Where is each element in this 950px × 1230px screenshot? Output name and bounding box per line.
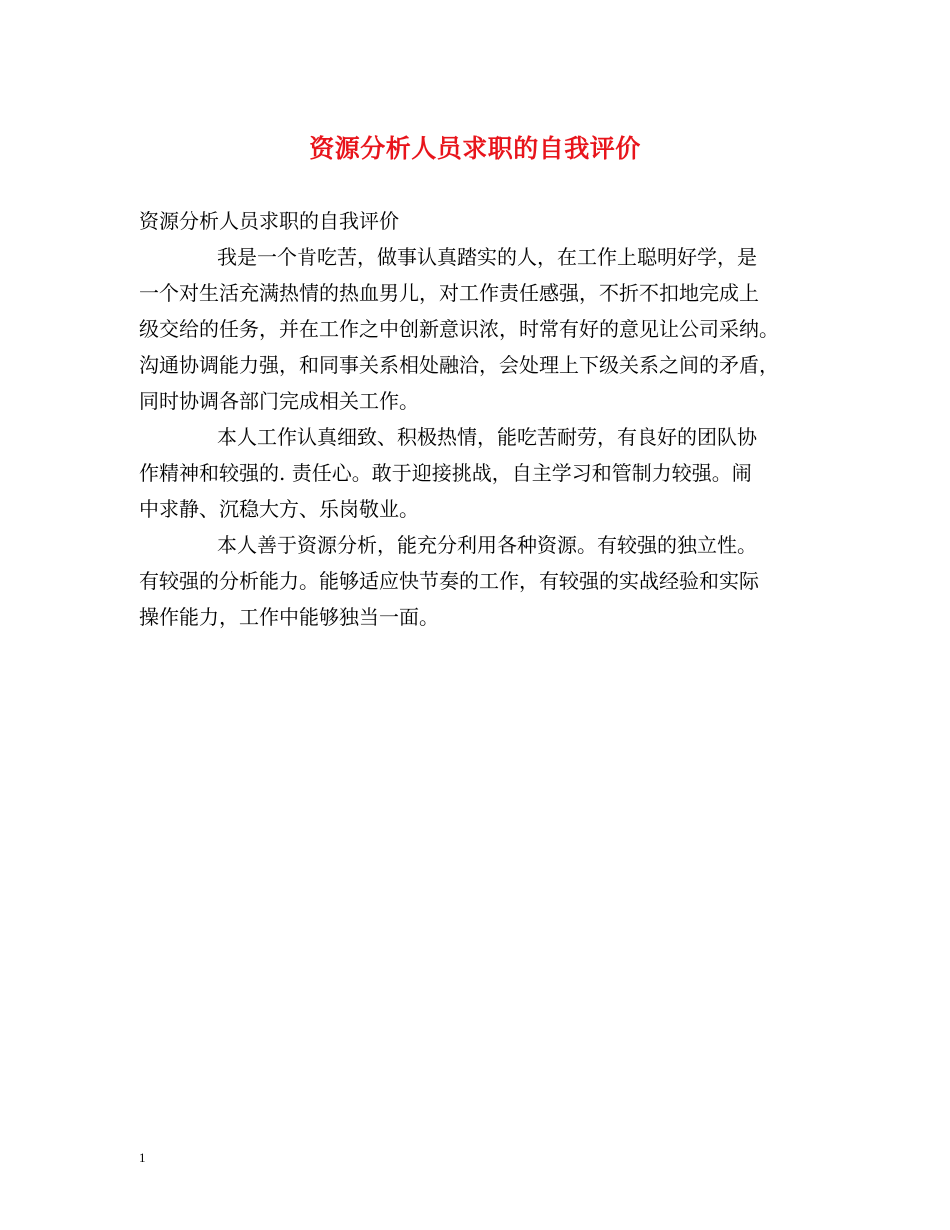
paragraph-2-line-2: 作精神和较强的. 责任心。敢于迎接挑战，自主学习和管制力较强。闹 [139, 461, 752, 485]
page-number: 1 [139, 1150, 146, 1165]
paragraph-3-line-3: 操作能力，工作中能够独当一面。 [139, 605, 439, 629]
paragraph-2-line-1: 本人工作认真细致、积极热情，能吃苦耐劳，有良好的团队协 [217, 425, 757, 449]
paragraph-2-line-3: 中求静、沉稳大方、乐岗敬业。 [139, 497, 419, 521]
paragraph-1-line-2: 一个对生活充满热情的热血男儿，对工作责任感强，不折不扣地完成上 [139, 281, 759, 305]
paragraph-1 [139, 239, 815, 419]
paragraph-1-line-4: 沟通协调能力强，和同事关系相处融洽，会处理上下级关系之间的矛盾， [139, 353, 779, 377]
paragraph-1-line-5: 同时协调各部门完成相关工作。 [139, 389, 419, 413]
paragraph-2 [139, 419, 815, 527]
document-subtitle: 资源分析人员求职的自我评价 [139, 209, 399, 233]
paragraph-1-line-3: 级交给的任务，并在工作之中创新意识浓，时常有好的意见让公司采纳。 [139, 317, 779, 341]
document-body [139, 203, 815, 635]
page-title: 资源分析人员求职的自我评价 [309, 134, 641, 163]
paragraph-3 [139, 527, 815, 635]
paragraph-3-line-1: 本人善于资源分析，能充分利用各种资源。有较强的独立性。 [217, 533, 757, 557]
paragraph-3-line-2: 有较强的分析能力。能够适应快节奏的工作，有较强的实战经验和实际 [139, 569, 759, 593]
paragraph-1-line-1: 我是一个肯吃苦，做事认真踏实的人，在工作上聪明好学，是 [217, 245, 757, 269]
